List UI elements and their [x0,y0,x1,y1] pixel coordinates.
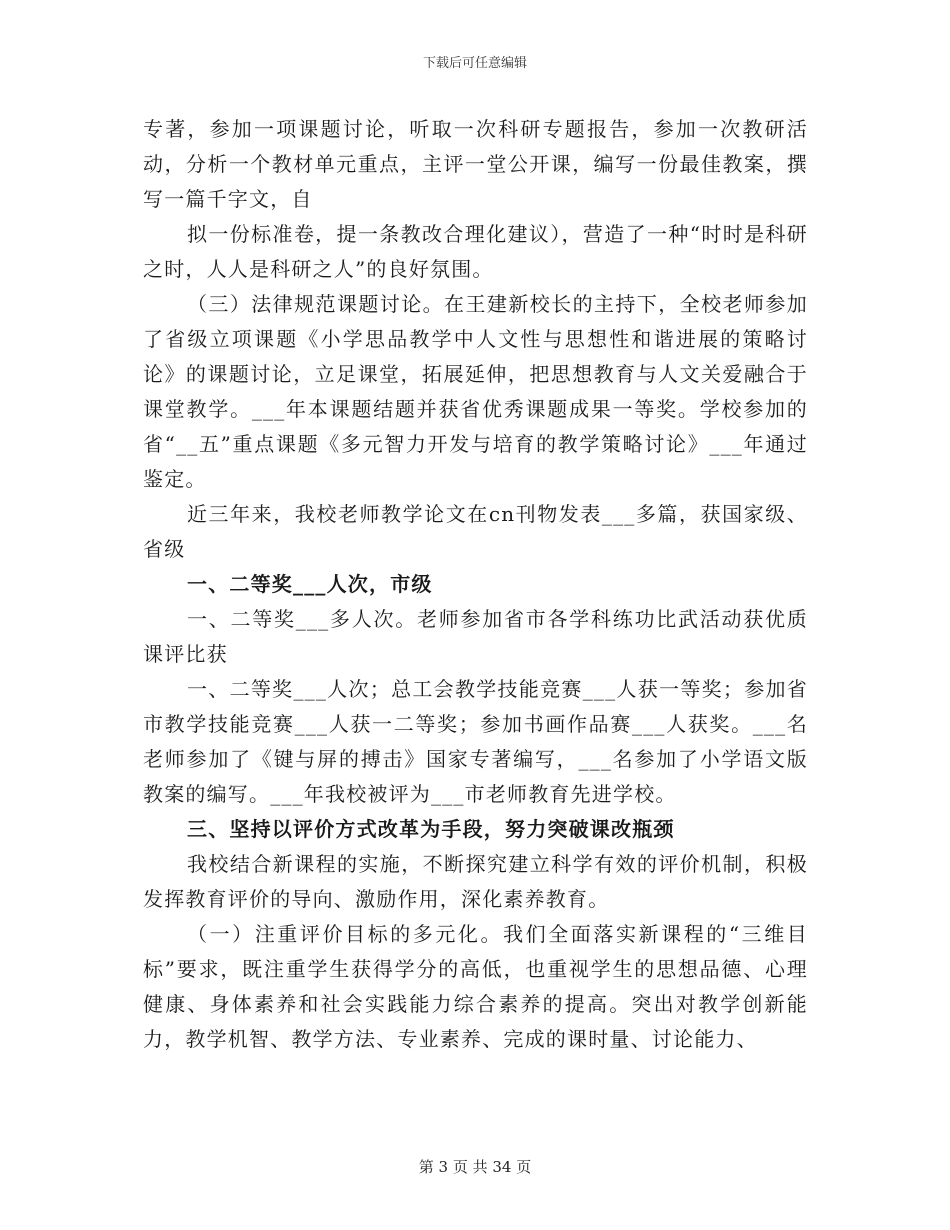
page-footer: 第 3 页 共 34 页 [418,1158,532,1176]
paragraph-3: （三）法律规范课题讨论。在王建新校长的主持下，全校老师参加了省级立项课题《小学思品教学中人文性与思想性和谐进展的策略讨论》的课题讨论，立足课堂，拓展延伸，把思想教育与人文关爱融合于课堂教学。___年本课题结题并获省优秀课题成果一等奖。学校参加的省“__五”重点课题《多元智力开发与培育的教学策略讨论》___年通过鉴定。 [143,292,808,491]
section-heading-awards: 一、二等奖___人次，市级 [187,572,433,596]
paragraph-1: 专著，参加一项课题讨论，听取一次科研专题报告，参加一次教研活动，分析一个教材单元重点，主评一堂公开课，编写一份最佳教案，撰写一篇千字文，自 [143,117,808,211]
paragraph-4: 近三年来，我校老师教学论文在cn刊物发表___多篇，获国家级、省级 [143,502,808,561]
section-heading-3: 三、坚持以评价方式改革为手段，努力突破课改瓶颈 [187,817,675,841]
page-header: 下载后可任意编辑 [422,56,527,71]
paragraph-8: （一）注重评价目标的多元化。我们全面落实新课程的“三维目标”要求，既注重学生获得学分的高低，也重视学生的思想品德、心理健康、身体素养和社会实践能力综合素养的提高。突出对教学创新能力，教学机智、教学方法、专业素养、完成的课时量、讨论能力、 [143,922,808,1051]
document-body [143,112,808,1057]
paragraph-5: 一、二等奖___多人次。老师参加省市各学科练功比武活动获优质课评比获 [143,607,808,666]
paragraph-7: 我校结合新课程的实施，不断探究建立科学有效的评价机制，积极发挥教育评价的导向、激励作用，深化素养教育。 [143,852,808,911]
paragraph-2: 拟一份标准卷，提一条教改合理化建议），营造了一种“时时是科研之时，人人是科研之人”的良好氛围。 [143,222,808,281]
paragraph-6: 一、二等奖___人次；总工会教学技能竞赛___人获一等奖；参加省市教学技能竞赛___人获一二等奖；参加书画作品赛___人获奖。___名老师参加了《键与屏的搏击》国家专著编写，___名参加了小学语文版教案的编写。___年我校被评为___市老师教育先进学校。 [143,677,808,806]
